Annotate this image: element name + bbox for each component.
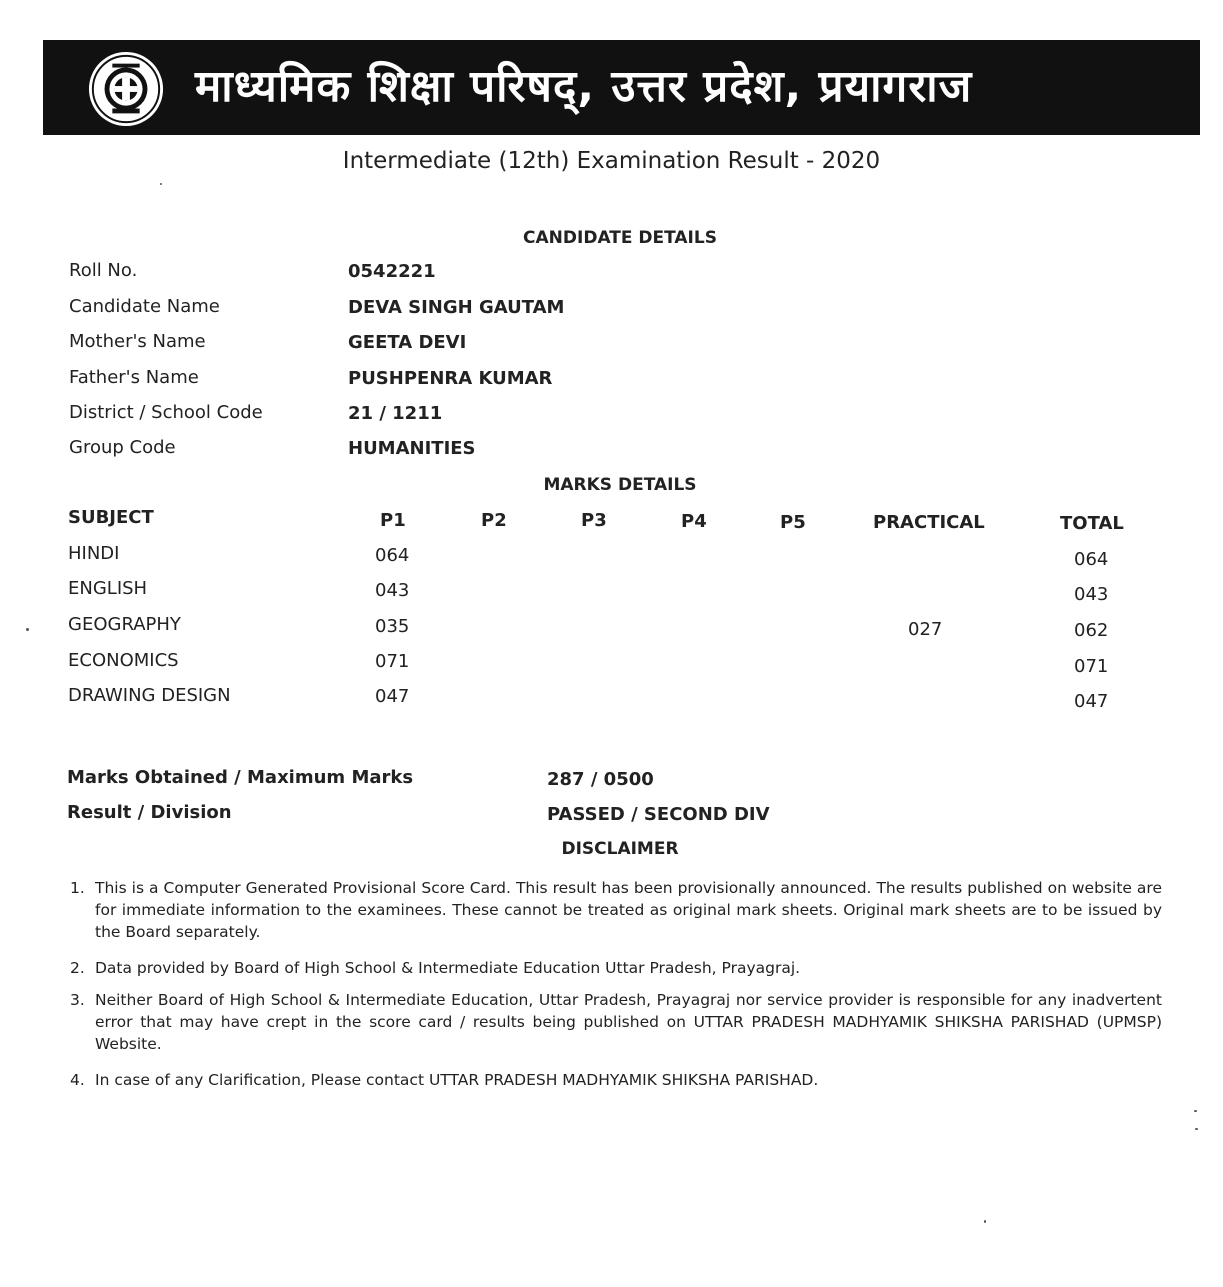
subject-cell: HINDI <box>68 543 120 564</box>
marks-obtained-value: 287 / 0500 <box>547 769 654 790</box>
total-cell: 062 <box>1074 620 1109 641</box>
father-name-label: Father's Name <box>69 367 199 388</box>
total-cell: 071 <box>1074 656 1109 677</box>
col-practical: PRACTICAL <box>873 512 985 533</box>
col-total: TOTAL <box>1060 513 1124 534</box>
p1-cell: 035 <box>375 616 410 637</box>
col-p1: P1 <box>380 510 406 531</box>
district-school-code-value: 21 / 1211 <box>348 403 443 424</box>
disclaimer-item <box>70 877 1162 943</box>
col-subject: SUBJECT <box>68 507 154 528</box>
group-code-label: Group Code <box>69 437 176 458</box>
disclaimer-item <box>70 989 1162 1055</box>
marks-obtained-label: Marks Obtained / Maximum Marks <box>67 767 414 788</box>
roll-no-label: Roll No. <box>69 260 138 281</box>
roll-no-value: 0542221 <box>348 261 436 282</box>
subject-cell: ECONOMICS <box>68 650 179 671</box>
result-division-value: PASSED / SECOND DIV <box>547 804 770 825</box>
disclaimer-text: Neither Board of High School & Intermediate Education, Uttar Pradesh, Prayagraj nor service provider is responsible for any inadvertent error that may have crept in the score card / results being published on UTTAR PRADESH MADHYAMIK SHIKSHA PARISHAD (UPMSP) Website. <box>95 991 1162 1053</box>
scan-speck <box>1195 1128 1198 1130</box>
scan-speck <box>1194 1110 1197 1112</box>
col-p4: P4 <box>681 511 707 532</box>
scan-speck <box>984 1220 986 1223</box>
total-cell: 043 <box>1074 584 1109 605</box>
marks-details-heading: MARKS DETAILS <box>543 475 697 495</box>
board-seal-icon <box>87 50 165 128</box>
p1-cell: 064 <box>375 545 410 566</box>
col-p5: P5 <box>780 512 806 533</box>
total-cell: 064 <box>1074 549 1109 570</box>
result-division-label: Result / Division <box>67 802 232 823</box>
father-name-value: PUSHPENRA KUMAR <box>348 368 553 389</box>
scan-speck <box>26 628 29 631</box>
candidate-name-value: DEVA SINGH GAUTAM <box>348 297 565 318</box>
col-p3: P3 <box>581 510 607 531</box>
disclaimer-heading: DISCLAIMER <box>561 839 679 859</box>
subject-cell: DRAWING DESIGN <box>68 685 231 706</box>
scan-speck <box>160 183 162 185</box>
disclaimer-text: In case of any Clarification, Please contact UTTAR PRADESH MADHYAMIK SHIKSHA PARISHAD. <box>95 1071 819 1089</box>
practical-cell: 027 <box>908 619 943 640</box>
disclaimer-text: This is a Computer Generated Provisional Score Card. This result has been provisionally announced. The results published on website are for immediate information to the examinees. These cannot be treated as original mark sheets. Original mark sheets are to be issued by the Board separately. <box>95 879 1162 941</box>
board-title: माध्यमिक शिक्षा परिषद्, उत्तर प्रदेश, प्रयागराज <box>195 61 973 112</box>
disclaimer-item <box>70 1069 1162 1091</box>
p1-cell: 071 <box>375 651 410 672</box>
disclaimer-number: 1. <box>70 879 85 897</box>
p1-cell: 047 <box>375 686 410 707</box>
mother-name-label: Mother's Name <box>69 331 206 352</box>
subject-cell: ENGLISH <box>68 578 148 599</box>
candidate-name-label: Candidate Name <box>69 296 220 317</box>
candidate-details-heading: CANDIDATE DETAILS <box>523 228 717 248</box>
exam-title: Intermediate (12th) Examination Result - 2020 <box>342 148 881 174</box>
disclaimer-number: 4. <box>70 1071 85 1089</box>
disclaimer-item <box>70 957 1162 979</box>
district-school-code-label: District / School Code <box>69 402 263 423</box>
disclaimer-number: 2. <box>70 959 85 977</box>
group-code-value: HUMANITIES <box>348 438 476 459</box>
disclaimer-text: Data provided by Board of High School & Intermediate Education Uttar Pradesh, Prayagraj. <box>95 959 801 977</box>
header-banner <box>43 40 1200 135</box>
p1-cell: 043 <box>375 580 410 601</box>
total-cell: 047 <box>1074 691 1109 712</box>
mother-name-value: GEETA DEVI <box>348 332 467 353</box>
disclaimer-number: 3. <box>70 991 85 1009</box>
col-p2: P2 <box>481 510 507 531</box>
subject-cell: GEOGRAPHY <box>68 614 181 635</box>
